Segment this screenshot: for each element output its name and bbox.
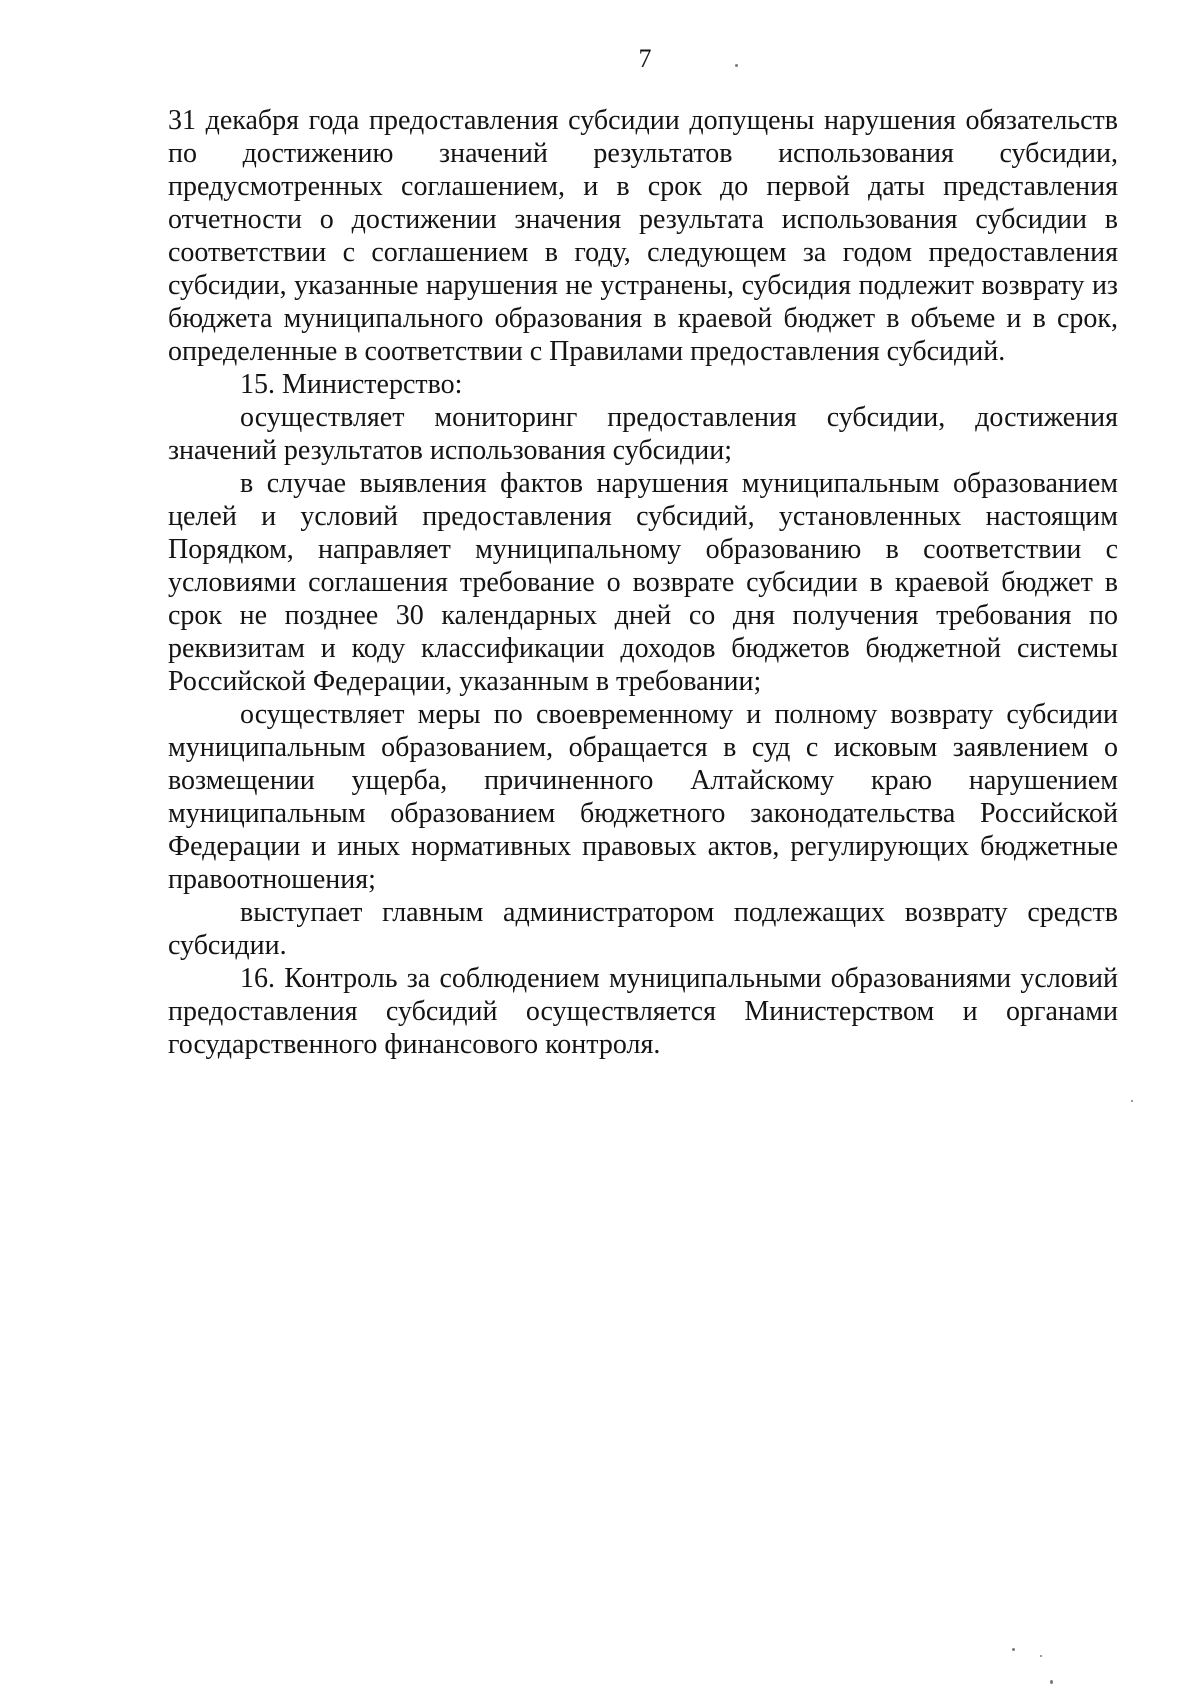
scan-speck	[1131, 1100, 1133, 1102]
scan-speck	[1050, 1680, 1053, 1684]
scan-speck	[1012, 1648, 1015, 1651]
paragraph-violation-return: в случае выявления фактов нарушения муниципальным образованием целей и условий предоставления субсидий, установленных настоящим Порядком, направляет муниципальному образованию в соответствии с условиями соглашения требование о возврате субсидии в краевой бюджет в срок не позднее 30 календарных дней со дня получения требования по реквизитам и коду классификации доходов бюджетов бюджетной системы Российской Федерации, указанным в требовании;	[168, 468, 1118, 697]
paragraph-item-16-control: 16. Контроль за соблюдением муниципальными образованиями условий предоставления субсидий осуществляется Министерством и органами государственного финансового контроля.	[168, 963, 1118, 1060]
document-body	[168, 104, 1118, 1061]
paragraph-court-measures: осуществляет меры по своевременному и полному возврату субсидии муниципальным образованием, обращается в суд с исковым заявлением о возмещении ущерба, причиненного Алтайскому краю нарушением муниципальным образованием бюджетного законодательства Российской Федерации и иных нормативных правовых актов, регулирующих бюджетные правоотношения;	[168, 699, 1118, 895]
paragraph-continuation: 31 декабря года предоставления субсидии допущены нарушения обязательств по достижению значений результатов использования субсидии, предусмотренных соглашением, и в срок до первой даты представления отчетности о достижении значения результата использования субсидии в соответствии с соглашением в году, следующем за годом предоставления субсидии, указанные нарушения не устранены, субсидия подлежит возврату из бюджета муниципального образования в краевой бюджет в объеме и в срок, определенные в соответствии с Правилами предоставления субсидий.	[168, 105, 1118, 367]
paragraph-chief-administrator: выступает главным администратором подлежащих возврату средств субсидии.	[168, 897, 1118, 961]
paragraph-monitoring: осуществляет мониторинг предоставления субсидии, достижения значений результатов использования субсидии;	[168, 402, 1118, 466]
page-number: 7	[638, 44, 652, 73]
scan-speck	[735, 64, 738, 67]
paragraph-item-15-heading: 15. Министерство:	[240, 369, 463, 400]
scan-speck	[1040, 1655, 1042, 1657]
